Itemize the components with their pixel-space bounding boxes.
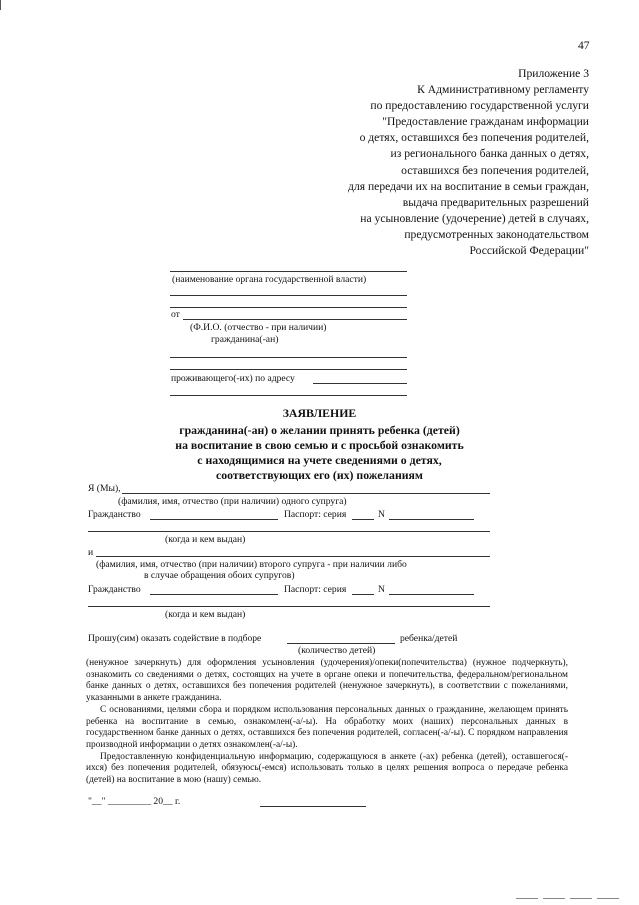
annex-line: выдача предварительных разрешений xyxy=(402,195,589,209)
citizen-caption: гражданина(-ан) xyxy=(211,334,279,345)
passport-series-label: Паспорт: серия xyxy=(284,509,347,520)
passport-series-field-2[interactable] xyxy=(352,594,374,595)
statement-subtitle-line: гражданина(-ан) о желании принять ребенка (детей) xyxy=(179,423,460,437)
statement-title: ЗАЯВЛЕНИЕ xyxy=(282,406,357,420)
passport-series-label-2: Паспорт: серия xyxy=(284,584,347,595)
spouse1-caption: (фамилия, имя, отчество (при наличии) одного супруга) xyxy=(118,496,347,507)
passport-series-field[interactable] xyxy=(352,519,374,520)
statement-body xyxy=(86,658,568,787)
annex-line: из регионального банка данных о детях, xyxy=(390,147,589,161)
date-line: "__" _________ 20__ г. xyxy=(88,796,181,807)
applicant-fio-line[interactable] xyxy=(183,319,407,320)
statement-subtitle-line: с находящимися на учете сведениями о детях, xyxy=(197,453,442,467)
request-text: Прошу(сим) оказать содействие в подборе xyxy=(88,633,262,644)
page-corner-mark xyxy=(0,0,4,10)
page-number: 47 xyxy=(578,39,590,52)
spouse2-caption: (фамилия, имя, отчество (при наличии) второго супруга - при наличии либо xyxy=(96,559,407,570)
annex-line: К Административному регламенту xyxy=(417,83,589,97)
annex-line: по предоставлению государственной услуги xyxy=(370,99,589,113)
statement-subtitle-line: на воспитание в свою семью и с просьбой ознакомить xyxy=(175,438,464,452)
footer-dash xyxy=(597,898,619,899)
fio-caption: (Ф.И.О. (отчество - при наличии) xyxy=(190,322,327,333)
citizenship-field-2[interactable] xyxy=(150,594,278,595)
from-label: от xyxy=(171,309,180,320)
body-paragraph: (ненужное зачеркнуть) для оформления усыновления (удочерения)/опеки(попечительства) (нужное подчеркнуть), ознакомить со сведениями о детях, состоящих на учете в органе опеки и попечительства, федеральном/региональном банке данных о детях, оставшихся без попечения родителей (ненужное зачеркнуть), в соответствии с пожеланиями, указанными в анкете гражданина. xyxy=(86,658,568,704)
passport-issued-line-2[interactable] xyxy=(88,606,490,607)
issued-caption: (когда и кем выдан) xyxy=(165,534,246,545)
citizenship-field[interactable] xyxy=(150,519,278,520)
organ-name-caption: (наименование органа государственной власти) xyxy=(172,274,367,285)
organ-name-line-3[interactable] xyxy=(170,307,407,308)
spouse2-caption-cont: в случае обращения обоих супругов) xyxy=(144,570,295,581)
passport-number-field[interactable] xyxy=(389,519,474,520)
citizenship-label-2: Гражданство xyxy=(88,584,141,595)
address-label: проживающего(-их) по адресу xyxy=(171,373,295,384)
annex-line: предусмотренных законодательством xyxy=(404,227,589,241)
body-paragraph: Предоставленную конфиденциальную информацию, содержащуюся в анкете (-ах) ребенка (детей), оставшегося(-ихся) без попечения родителей, обязуюсь(-емся) использовать только в целях решения вопроса о передаче ребенка (детей) на воспитание в мою (нашу) семью. xyxy=(86,751,568,786)
body-paragraph: С основаниями, целями сбора и порядком использования персональных данных о гражданине, желающем принять ребенка на воспитание в семью, ознакомлен(-а/-ы). На обработку моих (наших) персональных данных в государственном банке данных о детях, оставшихся без попечения родителей, согласен(-а/-ы). С порядком направления производной информации о детях ознакомлен(-а/-ы). xyxy=(86,704,568,750)
signature-line[interactable] xyxy=(260,806,366,807)
annex-line: о детях, оставшихся без попечения родителей, xyxy=(359,131,589,145)
passport-number-field-2[interactable] xyxy=(389,594,474,595)
annex-line: для передачи их на воспитание в семьи граждан, xyxy=(348,179,589,193)
count-caption: (количество детей) xyxy=(298,645,376,656)
passport-number-label-2: N xyxy=(378,584,385,595)
passport-number-label: N xyxy=(378,509,385,520)
applicant-line-2[interactable] xyxy=(170,357,407,358)
annex-line: оставшихся без попечения родителей, xyxy=(401,163,589,177)
annex-header xyxy=(348,66,589,259)
and-label: и xyxy=(88,547,94,558)
footer-dash xyxy=(516,898,538,899)
children-count-field[interactable] xyxy=(287,643,395,644)
applicant-line-3[interactable] xyxy=(170,369,407,370)
organ-name-line[interactable] xyxy=(170,271,407,272)
annex-line: "Предоставление гражданам информации xyxy=(382,115,589,129)
passport-issued-line[interactable] xyxy=(88,531,490,532)
annex-line: Приложение 3 xyxy=(518,67,589,80)
spouse1-name-line[interactable] xyxy=(122,493,490,494)
footer-dash xyxy=(570,898,592,899)
we-label: Я (Мы), xyxy=(88,483,121,494)
annex-line: на усыновление (удочерение) детей в случаях, xyxy=(360,211,589,225)
spouse2-name-line[interactable] xyxy=(96,556,490,557)
statement-subtitle-line: соответствующих его (их) пожеланиям xyxy=(216,468,423,482)
footer-dash xyxy=(543,898,565,899)
organ-name-line-2[interactable] xyxy=(170,295,407,296)
issued-caption-2: (когда и кем выдан) xyxy=(165,609,246,620)
request-text-end: ребенка/детей xyxy=(400,633,458,644)
citizenship-label: Гражданство xyxy=(88,509,141,520)
annex-line: Российской Федерации" xyxy=(469,244,589,258)
address-line[interactable] xyxy=(313,383,407,384)
address-line-2[interactable] xyxy=(170,395,407,396)
